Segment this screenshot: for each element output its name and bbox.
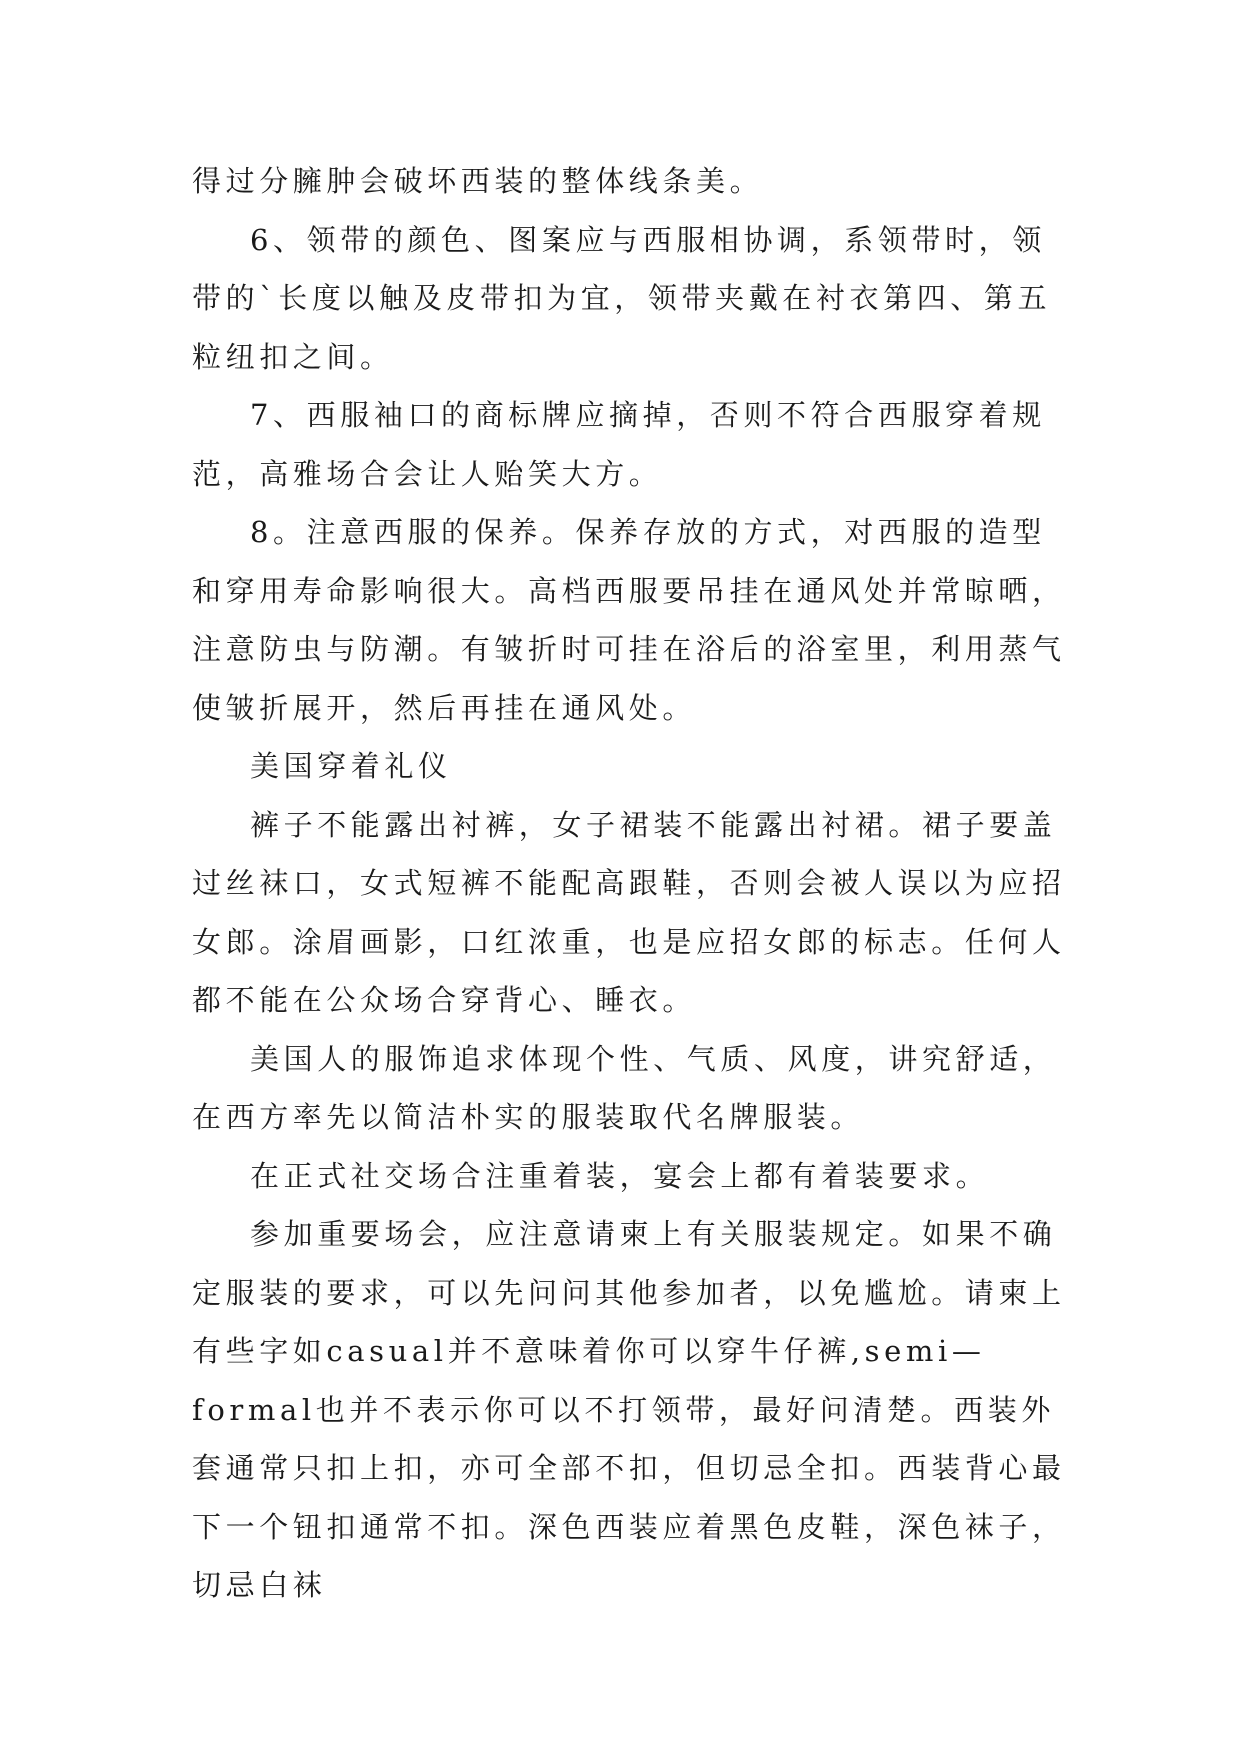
paragraph-invitation-dress-code: 参加重要场会，应注意请柬上有关服装规定。如果不确定服装的要求，可以先问问其他参加者，以免尴尬。请柬上有些字如casual并不意味着你可以穿牛仔裤,semi—formal也并不表示你可以不打领带，最好问清楚。西装外套通常只扣上扣，亦可全部不扣，但切忌全扣。西装背心最下一个钮扣通常不扣。深色西装应着黑色皮鞋，深色袜子，切忌白袜	[192, 1217, 1066, 1602]
paragraph-formal-occasions: 在正式社交场合注重着装，宴会上都有着装要求。	[250, 1158, 990, 1193]
paragraph-continuation: 得过分臃肿会破坏西装的整体线条美。	[192, 164, 764, 198]
paragraph-sleeve-label: 7、西服袖口的商标牌应摘掉，否则不符合西服穿着规范，高雅场合会让人贻笑大方。	[192, 398, 1046, 491]
document-page	[192, 152, 1072, 1615]
paragraph-american-style: 美国人的服饰追求体现个性、气质、风度，讲究舒适，在西方率先以简洁朴实的服装取代名牌服装。	[192, 1041, 1057, 1134]
paragraph-pants-skirts: 裤子不能露出衬裤，女子裙装不能露出衬裙。裙子要盖过丝袜口，女式短裤不能配高跟鞋，否则会被人误以为应招女郎。涂眉画影，口红浓重，也是应招女郎的标志。任何人都不能在公众场合穿背心、睡衣。	[192, 807, 1066, 1017]
paragraph-suit-care: 8。注意西服的保养。保养存放的方式，对西服的造型和穿用寿命影响很大。高档西服要吊挂在通风处并常晾晒，注意防虫与防潮。有皱折时可挂在浴后的浴室里，利用蒸气使皱折展开，然后再挂在通风处。	[192, 515, 1066, 725]
paragraph-necktie: 6、领带的颜色、图案应与西服相协调，系领带时，领带的`长度以触及皮带扣为宜，领带夹戴在衬衣第四、第五粒纽扣之间。	[192, 222, 1052, 374]
section-heading: 美国穿着礼仪	[250, 749, 452, 783]
